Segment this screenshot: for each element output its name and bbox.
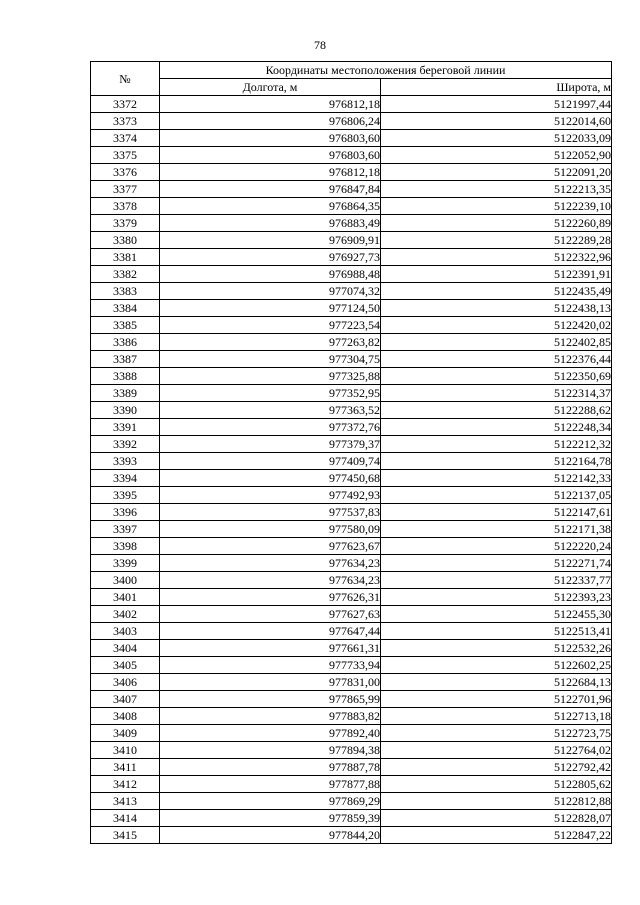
point-number-cell: 3385 <box>91 317 160 334</box>
table-row <box>91 827 612 844</box>
table-row <box>91 555 612 572</box>
longitude-cell: 977877,88 <box>160 776 381 793</box>
latitude-cell: 5122137,05 <box>381 487 612 504</box>
point-number-cell: 3386 <box>91 334 160 351</box>
table-row <box>91 266 612 283</box>
longitude-cell: 977626,31 <box>160 589 381 606</box>
table-row <box>91 215 612 232</box>
coordinates-table <box>90 61 612 844</box>
longitude-cell: 977325,88 <box>160 368 381 385</box>
table-row <box>91 725 612 742</box>
table-row <box>91 521 612 538</box>
latitude-cell: 5122828,07 <box>381 810 612 827</box>
longitude-cell: 977887,78 <box>160 759 381 776</box>
latitude-cell: 5122532,26 <box>381 640 612 657</box>
latitude-cell: 5122171,38 <box>381 521 612 538</box>
latitude-cell: 5122723,75 <box>381 725 612 742</box>
longitude-cell: 976803,60 <box>160 130 381 147</box>
point-number-cell: 3406 <box>91 674 160 691</box>
longitude-cell: 977892,40 <box>160 725 381 742</box>
point-number-cell: 3401 <box>91 589 160 606</box>
point-number-cell: 3399 <box>91 555 160 572</box>
latitude-cell: 5122764,02 <box>381 742 612 759</box>
latitude-cell: 5122337,77 <box>381 572 612 589</box>
latitude-cell: 5122420,02 <box>381 317 612 334</box>
latitude-cell: 5122792,42 <box>381 759 612 776</box>
table-row <box>91 470 612 487</box>
table-row <box>91 181 612 198</box>
latitude-cell: 5122805,62 <box>381 776 612 793</box>
latitude-cell: 5122220,24 <box>381 538 612 555</box>
point-number-cell: 3389 <box>91 385 160 402</box>
table-row <box>91 385 612 402</box>
latitude-cell: 5122239,10 <box>381 198 612 215</box>
longitude-cell: 977844,20 <box>160 827 381 844</box>
longitude-cell: 976847,84 <box>160 181 381 198</box>
table-row <box>91 708 612 725</box>
point-number-cell: 3410 <box>91 742 160 759</box>
latitude-cell: 5122684,13 <box>381 674 612 691</box>
longitude-cell: 976812,18 <box>160 96 381 113</box>
latitude-cell: 5122164,78 <box>381 453 612 470</box>
table-row <box>91 232 612 249</box>
longitude-cell: 977124,50 <box>160 300 381 317</box>
point-number-cell: 3414 <box>91 810 160 827</box>
point-number-cell: 3400 <box>91 572 160 589</box>
table-row <box>91 759 612 776</box>
table-row <box>91 776 612 793</box>
point-number-cell: 3381 <box>91 249 160 266</box>
page-number: 78 <box>314 38 326 52</box>
latitude-cell: 5122393,23 <box>381 589 612 606</box>
point-number-cell: 3377 <box>91 181 160 198</box>
table-row <box>91 504 612 521</box>
point-number-cell: 3398 <box>91 538 160 555</box>
latitude-cell: 5122213,35 <box>381 181 612 198</box>
longitude-cell: 977623,67 <box>160 538 381 555</box>
latitude-cell: 5122713,18 <box>381 708 612 725</box>
longitude-cell: 977647,44 <box>160 623 381 640</box>
longitude-cell: 976803,60 <box>160 147 381 164</box>
latitude-cell: 5122289,28 <box>381 232 612 249</box>
coordinates-group-header: Координаты местоположения береговой линии <box>160 62 612 79</box>
point-number-cell: 3374 <box>91 130 160 147</box>
latitude-cell: 5122847,22 <box>381 827 612 844</box>
point-number-cell: 3376 <box>91 164 160 181</box>
longitude-cell: 976812,18 <box>160 164 381 181</box>
point-number-cell: 3402 <box>91 606 160 623</box>
latitude-cell: 5122455,30 <box>381 606 612 623</box>
point-number-cell: 3411 <box>91 759 160 776</box>
point-number-cell: 3387 <box>91 351 160 368</box>
longitude-cell: 977634,23 <box>160 555 381 572</box>
longitude-cell: 977831,00 <box>160 674 381 691</box>
longitude-cell: 977859,39 <box>160 810 381 827</box>
point-number-cell: 3395 <box>91 487 160 504</box>
longitude-cell: 977883,82 <box>160 708 381 725</box>
table-row <box>91 572 612 589</box>
latitude-cell: 5122314,37 <box>381 385 612 402</box>
longitude-cell: 977379,37 <box>160 436 381 453</box>
latitude-column-header: Широта, м <box>381 79 612 96</box>
table-row <box>91 147 612 164</box>
point-number-cell: 3373 <box>91 113 160 130</box>
table-row <box>91 742 612 759</box>
table-row <box>91 130 612 147</box>
point-number-cell: 3382 <box>91 266 160 283</box>
longitude-cell: 976864,35 <box>160 198 381 215</box>
point-number-cell: 3380 <box>91 232 160 249</box>
table-row <box>91 453 612 470</box>
latitude-cell: 5122435,49 <box>381 283 612 300</box>
latitude-cell: 5122271,74 <box>381 555 612 572</box>
longitude-cell: 977223,54 <box>160 317 381 334</box>
table-row <box>91 691 612 708</box>
number-column-header: № <box>91 62 160 96</box>
longitude-cell: 977627,63 <box>160 606 381 623</box>
table-row <box>91 198 612 215</box>
longitude-cell: 977661,31 <box>160 640 381 657</box>
point-number-cell: 3393 <box>91 453 160 470</box>
point-number-cell: 3408 <box>91 708 160 725</box>
table-row <box>91 283 612 300</box>
point-number-cell: 3405 <box>91 657 160 674</box>
point-number-cell: 3407 <box>91 691 160 708</box>
longitude-cell: 976927,73 <box>160 249 381 266</box>
point-number-cell: 3384 <box>91 300 160 317</box>
longitude-cell: 977372,76 <box>160 419 381 436</box>
table-row <box>91 164 612 181</box>
point-number-cell: 3390 <box>91 402 160 419</box>
latitude-cell: 5122260,89 <box>381 215 612 232</box>
latitude-cell: 5122402,85 <box>381 334 612 351</box>
table-row <box>91 419 612 436</box>
table-row <box>91 436 612 453</box>
table-row <box>91 113 612 130</box>
longitude-cell: 977263,82 <box>160 334 381 351</box>
point-number-cell: 3391 <box>91 419 160 436</box>
table-row <box>91 402 612 419</box>
latitude-cell: 5122248,34 <box>381 419 612 436</box>
point-number-cell: 3394 <box>91 470 160 487</box>
longitude-cell: 976988,48 <box>160 266 381 283</box>
table-row <box>91 317 612 334</box>
latitude-cell: 5122438,13 <box>381 300 612 317</box>
longitude-cell: 977634,23 <box>160 572 381 589</box>
table-row <box>91 351 612 368</box>
longitude-cell: 977363,52 <box>160 402 381 419</box>
longitude-cell: 977450,68 <box>160 470 381 487</box>
latitude-cell: 5122033,09 <box>381 130 612 147</box>
latitude-cell: 5122142,33 <box>381 470 612 487</box>
longitude-cell: 976909,91 <box>160 232 381 249</box>
latitude-cell: 5121997,44 <box>381 96 612 113</box>
table-row <box>91 538 612 555</box>
longitude-cell: 976883,49 <box>160 215 381 232</box>
table-row <box>91 810 612 827</box>
latitude-cell: 5122052,90 <box>381 147 612 164</box>
point-number-cell: 3409 <box>91 725 160 742</box>
latitude-cell: 5122147,61 <box>381 504 612 521</box>
longitude-cell: 977409,74 <box>160 453 381 470</box>
latitude-cell: 5122212,32 <box>381 436 612 453</box>
longitude-cell: 977580,09 <box>160 521 381 538</box>
latitude-cell: 5122391,91 <box>381 266 612 283</box>
longitude-cell: 977352,95 <box>160 385 381 402</box>
table-row <box>91 487 612 504</box>
table-row <box>91 249 612 266</box>
longitude-cell: 977074,32 <box>160 283 381 300</box>
table-row <box>91 334 612 351</box>
table-row <box>91 623 612 640</box>
longitude-cell: 977733,94 <box>160 657 381 674</box>
latitude-cell: 5122288,62 <box>381 402 612 419</box>
table-row <box>91 793 612 810</box>
point-number-cell: 3372 <box>91 96 160 113</box>
table-row <box>91 368 612 385</box>
point-number-cell: 3396 <box>91 504 160 521</box>
latitude-cell: 5122812,88 <box>381 793 612 810</box>
point-number-cell: 3397 <box>91 521 160 538</box>
point-number-cell: 3388 <box>91 368 160 385</box>
latitude-cell: 5122376,44 <box>381 351 612 368</box>
longitude-cell: 977537,83 <box>160 504 381 521</box>
point-number-cell: 3378 <box>91 198 160 215</box>
table-body <box>91 96 612 844</box>
table-row <box>91 589 612 606</box>
point-number-cell: 3375 <box>91 147 160 164</box>
point-number-cell: 3392 <box>91 436 160 453</box>
table-row <box>91 606 612 623</box>
longitude-column-header: Долгота, м <box>160 79 381 96</box>
point-number-cell: 3379 <box>91 215 160 232</box>
latitude-cell: 5122513,41 <box>381 623 612 640</box>
point-number-cell: 3403 <box>91 623 160 640</box>
point-number-cell: 3383 <box>91 283 160 300</box>
table-row <box>91 96 612 113</box>
latitude-cell: 5122350,69 <box>381 368 612 385</box>
longitude-cell: 977304,75 <box>160 351 381 368</box>
point-number-cell: 3413 <box>91 793 160 810</box>
latitude-cell: 5122322,96 <box>381 249 612 266</box>
longitude-cell: 977865,99 <box>160 691 381 708</box>
table-row <box>91 657 612 674</box>
longitude-cell: 976806,24 <box>160 113 381 130</box>
point-number-cell: 3412 <box>91 776 160 793</box>
longitude-cell: 977492,93 <box>160 487 381 504</box>
point-number-cell: 3404 <box>91 640 160 657</box>
table-row <box>91 640 612 657</box>
longitude-cell: 977894,38 <box>160 742 381 759</box>
table-row <box>91 674 612 691</box>
latitude-cell: 5122602,25 <box>381 657 612 674</box>
point-number-cell: 3415 <box>91 827 160 844</box>
latitude-cell: 5122701,96 <box>381 691 612 708</box>
latitude-cell: 5122091,20 <box>381 164 612 181</box>
table-row <box>91 300 612 317</box>
latitude-cell: 5122014,60 <box>381 113 612 130</box>
longitude-cell: 977869,29 <box>160 793 381 810</box>
